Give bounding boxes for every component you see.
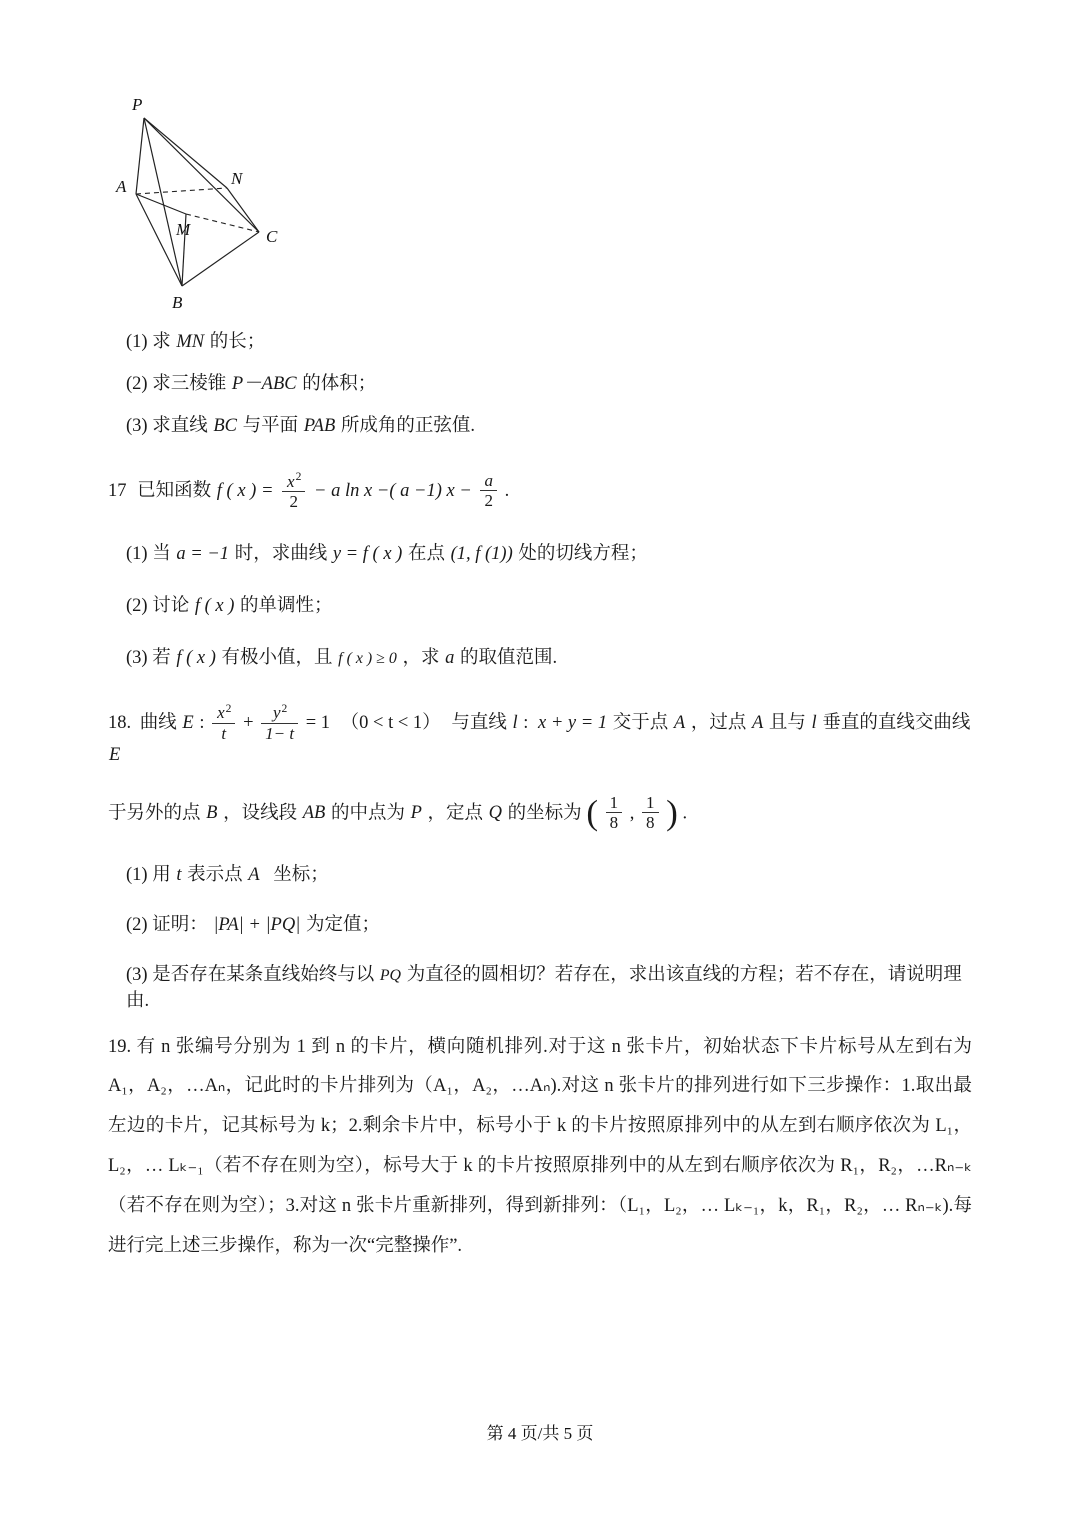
q17-frac1-den: 2 — [282, 491, 305, 512]
q17-item-1-t4: 处的切线方程； — [518, 543, 648, 564]
figure-label-M: M — [176, 220, 191, 239]
q17-stem-mid: − a ln x −( a −1) x − — [314, 481, 472, 502]
q18-eq1: = 1 — [305, 712, 331, 733]
figure-label-P: P — [132, 96, 143, 114]
q18-t3: 与直线 — [451, 712, 507, 733]
q18-coord-num2: 1 — [646, 792, 655, 812]
q17-item-1-t3: 在点 — [407, 543, 445, 564]
q16-item-1-math: MN — [176, 332, 205, 352]
q17-frac1-num: x — [287, 471, 295, 491]
q17-item-1-t1: 当 — [152, 543, 171, 564]
q18-line2-m1: B — [206, 802, 218, 823]
q18-line2-t5: 的坐标为 — [507, 802, 582, 823]
q18-cond: （0 < t < 1） — [340, 712, 441, 733]
q17-item-3-marker: (3) — [126, 647, 148, 668]
figure-svg — [114, 96, 414, 311]
q18-number: 18. — [108, 712, 132, 733]
q18-item-3-t1: 是否存在某条直线始终与以 — [152, 964, 375, 985]
q18-coord-frac-1 — [606, 793, 623, 833]
q18-coord-frac-2 — [642, 793, 659, 833]
figure-label-C: C — [266, 227, 278, 246]
q17-item-1-m1: a = −1 — [176, 543, 230, 564]
q17-item-1-t2: 时，求曲线 — [234, 543, 328, 564]
q18-t8: 垂直的直线交曲线 — [822, 712, 971, 733]
q18-m1: E — [182, 712, 194, 733]
q18-plus: + — [243, 712, 254, 733]
q18-item-3 — [126, 960, 972, 1012]
q18-m6: l — [811, 712, 817, 733]
q16-item-2 — [126, 369, 972, 395]
q18-fracx-den: t — [212, 723, 235, 744]
q18-coord-comma: , — [629, 802, 635, 823]
q17-frac1-num-sup: 2 — [295, 470, 302, 483]
q19-number: 19. — [108, 1036, 132, 1057]
q17-stem-prefix: 已知函数 — [137, 481, 212, 502]
q18-line2-t1: 于另外的点 — [108, 802, 201, 823]
q18-item-2-t2: 为定值； — [305, 914, 380, 935]
q16-item-2-tail: 的体积； — [302, 374, 377, 394]
q18-fracy-num: y — [272, 703, 281, 723]
q18-frac-x2-t — [212, 702, 235, 744]
q18-t6: ，过点 — [690, 712, 747, 733]
q18-item-3-t2: 为直径的圆相切？若存在，求出该直线的方程；若不存在，请说明理由. — [126, 964, 962, 1011]
q18-m5: A — [751, 712, 764, 733]
q17-item-3-t4: 的取值范围. — [459, 647, 558, 668]
q16-item-1-marker: (1) — [126, 332, 148, 352]
q18-coord-open-paren: ( — [586, 793, 599, 833]
q18-fracx-sup: 2 — [225, 701, 232, 715]
q17-frac2-num: a — [484, 470, 493, 490]
q17-item-1-marker: (1) — [126, 543, 148, 564]
tetrahedron-PABC-figure — [114, 96, 414, 311]
q18-frac-y2-1mt — [261, 702, 298, 744]
q17-number: 17 — [108, 481, 127, 502]
q18-t4: : — [523, 712, 529, 733]
q18-item-2 — [126, 910, 972, 936]
q18-coord-num1: 1 — [609, 792, 619, 812]
q18-line2-m4: Q — [488, 802, 503, 823]
q16-item-3-math2: PAB — [303, 416, 336, 436]
page-footer: 第 4 页/共 5 页 — [486, 1424, 594, 1443]
q17-item-2-t2: 的单调性； — [240, 595, 333, 616]
q18-item-2-t1: 证明： — [152, 914, 208, 935]
q18-line2-t2: ，设线段 — [223, 802, 298, 823]
q17-item-3-t1: 若 — [152, 647, 171, 668]
figure-label-B: B — [172, 293, 183, 311]
q17-frac-a-2 — [480, 471, 497, 511]
q16-item-2-marker: (2) — [126, 374, 148, 394]
q18-item-1-m2: A — [248, 864, 260, 885]
q16-item-3-marker: (3) — [126, 416, 148, 436]
q18-line2-t4: ，定点 — [427, 802, 484, 823]
figure-label-A: A — [116, 177, 127, 196]
q18-stem-line1 — [108, 703, 972, 766]
q19-stem — [108, 1028, 972, 1267]
q17-item-3-m1: f ( x ) — [176, 647, 216, 668]
q18-t2: : — [199, 712, 205, 733]
q16-item-3 — [126, 411, 972, 437]
q16-item-1-tail: 的长； — [209, 332, 266, 352]
q18-coord-den2: 8 — [642, 812, 659, 833]
q18-item-1-t3: 坐标； — [273, 864, 329, 885]
q18-line2-m3: P — [410, 802, 422, 823]
q17-item-1-m3: (1, f (1)) — [450, 543, 513, 564]
q16-item-2-math: P－ABC — [231, 374, 297, 394]
q18-fracx-num: x — [217, 703, 225, 723]
q18-item-3-m1: PQ — [379, 966, 402, 984]
q18-line2-m2: AB — [302, 802, 326, 823]
q18-m3: x + y = 1 — [537, 712, 608, 733]
q17-item-3-t3: ，求 — [402, 647, 440, 668]
q17-item-2-t1: 讨论 — [152, 595, 190, 616]
q17-item-3 — [126, 643, 972, 669]
q16-item-2-text: 求三棱锥 — [152, 374, 227, 394]
q18-coord-den1: 8 — [606, 812, 623, 833]
q19-text: 有 n 张编号分别为 1 到 n 的卡片，横向随机排列.对于这 n 张卡片，初始状态下卡片标号从左到右为 A₁，A₂，…Aₙ，记此时的卡片排列为（A₁，A₂，…Aₙ).对这 n 张卡片的排列进行如下三步操作：1.取出最左边的卡片，记其标号为 k；2.剩余卡片中，标号小于 k 的卡片按照原排列中的从左到右顺序依次为 L₁，L₂，… Lₖ₋₁（若不存在则为空），标号大于 k 的卡片按照原排列中的从左到右顺序依次为 R₁，R₂，…Rₙ₋ₖ（若不存在则为空）；3.对这 n 张卡片重新排列，得到新排列：（L₁，L₂，… Lₖ₋₁，k，R₁，R₂，… Rₙ₋ₖ).每进行完上述三步操作，称为一次“完整操作”. — [108, 1036, 973, 1256]
q18-item-1-t2: 表示点 — [187, 864, 243, 885]
figure-label-N: N — [231, 169, 243, 188]
q18-m4: A — [673, 712, 686, 733]
q16-item-3-tail: 所成角的正弦值. — [340, 416, 476, 436]
q16-item-3-math: BC — [213, 416, 237, 436]
q18-line2-t3: 的中点为 — [330, 802, 405, 823]
q17-stem-end: . — [504, 481, 510, 502]
q18-item-1-m1: t — [176, 864, 182, 885]
q17-item-3-m3: a — [445, 647, 455, 668]
q18-stem-line2 — [108, 794, 972, 834]
q17-item-2-m1: f ( x ) — [194, 595, 235, 616]
q16-item-1-text: 求 — [152, 332, 171, 352]
q16-item-1 — [126, 327, 972, 353]
q18-item-2-m1: |PA| + |PQ| — [213, 914, 301, 935]
q18-item-2-marker: (2) — [126, 914, 148, 935]
q18-fracy-sup: 2 — [281, 701, 288, 715]
q18-item-1 — [126, 860, 972, 886]
q18-line2-end: . — [682, 802, 688, 823]
q17-stem — [108, 471, 972, 513]
q18-m7: E — [109, 744, 121, 765]
q18-t1: 曲线 — [139, 712, 177, 733]
q18-item-3-marker: (3) — [126, 964, 148, 985]
q17-frac2-den: 2 — [480, 490, 497, 511]
q17-fx: f ( x ) = — [216, 481, 274, 502]
q17-item-2-marker: (2) — [126, 595, 148, 616]
q18-item-1-t1: 用 — [152, 864, 171, 885]
q18-coord-close-paren: ) — [666, 793, 678, 833]
q17-item-3-t2: 有极小值，且 — [221, 647, 333, 668]
q18-t5: 交于点 — [612, 712, 669, 733]
q17-item-1 — [126, 539, 972, 565]
q18-fracy-den: 1− t — [261, 723, 298, 744]
q18-m2: l — [512, 712, 518, 733]
q17-item-1-m2: y = f ( x ) — [332, 543, 403, 564]
q17-frac-x2-2 — [282, 470, 305, 512]
q16-item-3-mid: 与平面 — [242, 416, 299, 436]
q18-item-1-marker: (1) — [126, 864, 148, 885]
q17-item-3-m2: f ( x ) ≥ 0 — [338, 649, 397, 667]
q18-t7: 且与 — [768, 712, 806, 733]
q17-item-2 — [126, 591, 972, 617]
q16-item-3-text: 求直线 — [152, 416, 208, 436]
